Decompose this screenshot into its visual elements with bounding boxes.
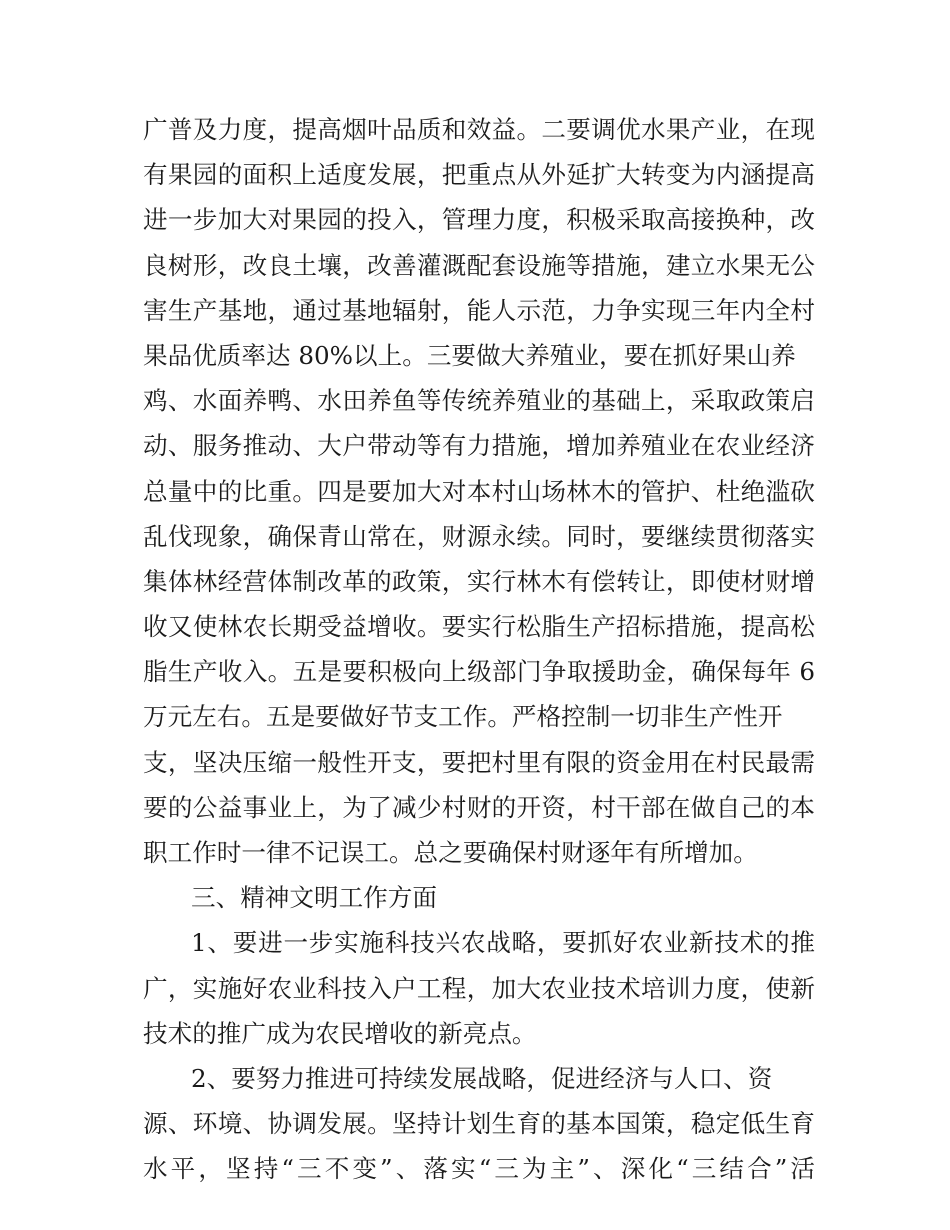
- section-heading: 三、精神文明工作方面: [191, 883, 437, 913]
- body-text-line: 支，坚决压缩一般性开支，要把村里有限的资金用在村民最需: [143, 747, 815, 777]
- body-text-line: 万元左右。五是要做好节支工作。严格控制一切非生产性开: [143, 702, 783, 732]
- body-text-line: 乱伐现象，确保青山常在，财源永续。同时，要继续贯彻落实: [143, 521, 815, 551]
- body-text-line: 源、环境、协调发展。坚持计划生育的基本国策，稳定低生育: [143, 1109, 815, 1139]
- document-body: [143, 107, 815, 1192]
- body-text-line: 2、要努力推进可持续发展战略，促进经济与人口、资: [191, 1063, 773, 1093]
- body-text-line: 动、服务推动、大户带动等有力措施，增加养殖业在农业经济: [143, 431, 815, 461]
- body-text-line: 1、要进一步实施科技兴农战略，要抓好农业新技术的推: [191, 928, 815, 958]
- body-text-line: 果品优质率达 80%以上。三要做大养殖业，要在抓好果山养: [143, 340, 796, 370]
- body-text-line: 职工作时一律不记误工。总之要确保村财逐年有所增加。: [143, 838, 758, 867]
- body-text-line: 广普及力度，提高烟叶品质和效益。二要调优水果产业，在现: [143, 115, 815, 144]
- body-text-line: 鸡、水面养鸭、水田养鱼等传统养殖业的基础上，采取政策启: [143, 386, 815, 416]
- body-text-line: 广，实施好农业科技入户工程，加大农业技术培训力度，使新: [143, 973, 815, 1003]
- body-text-line: 有果园的面积上适度发展，把重点从外延扩大转变为内涵提高: [143, 160, 815, 190]
- body-text-line: 技术的推广成为农民增收的新亮点。: [143, 1018, 537, 1048]
- body-text-line: 良树形，改良土壤，改善灌溉配套设施等措施，建立水果无公: [143, 250, 815, 280]
- body-text-line: 害生产基地，通过基地辐射，能人示范，力争实现三年内全村: [143, 295, 815, 325]
- body-text-line: 进一步加大对果园的投入，管理力度，积极采取高接换种，改: [143, 205, 815, 235]
- body-text-line: 收又使林农长期受益增收。要实行松脂生产招标措施，提高松: [143, 612, 815, 642]
- body-text-line: 脂生产收入。五是要积极向上级部门争取援助金，确保每年 6: [143, 657, 815, 687]
- body-text-line: 集体林经营体制改革的政策，实行林木有偿转让，即使材财增: [143, 566, 815, 596]
- body-text-line: 要的公益事业上，为了减少村财的开资，村干部在做自己的本: [143, 792, 815, 822]
- body-text-line: 水平，坚持“三不变”、落实“三为主”、深化“三结合”活: [143, 1154, 815, 1184]
- body-text-line: 总量中的比重。四是要加大对本村山场林木的管护、杜绝滥砍: [143, 476, 815, 506]
